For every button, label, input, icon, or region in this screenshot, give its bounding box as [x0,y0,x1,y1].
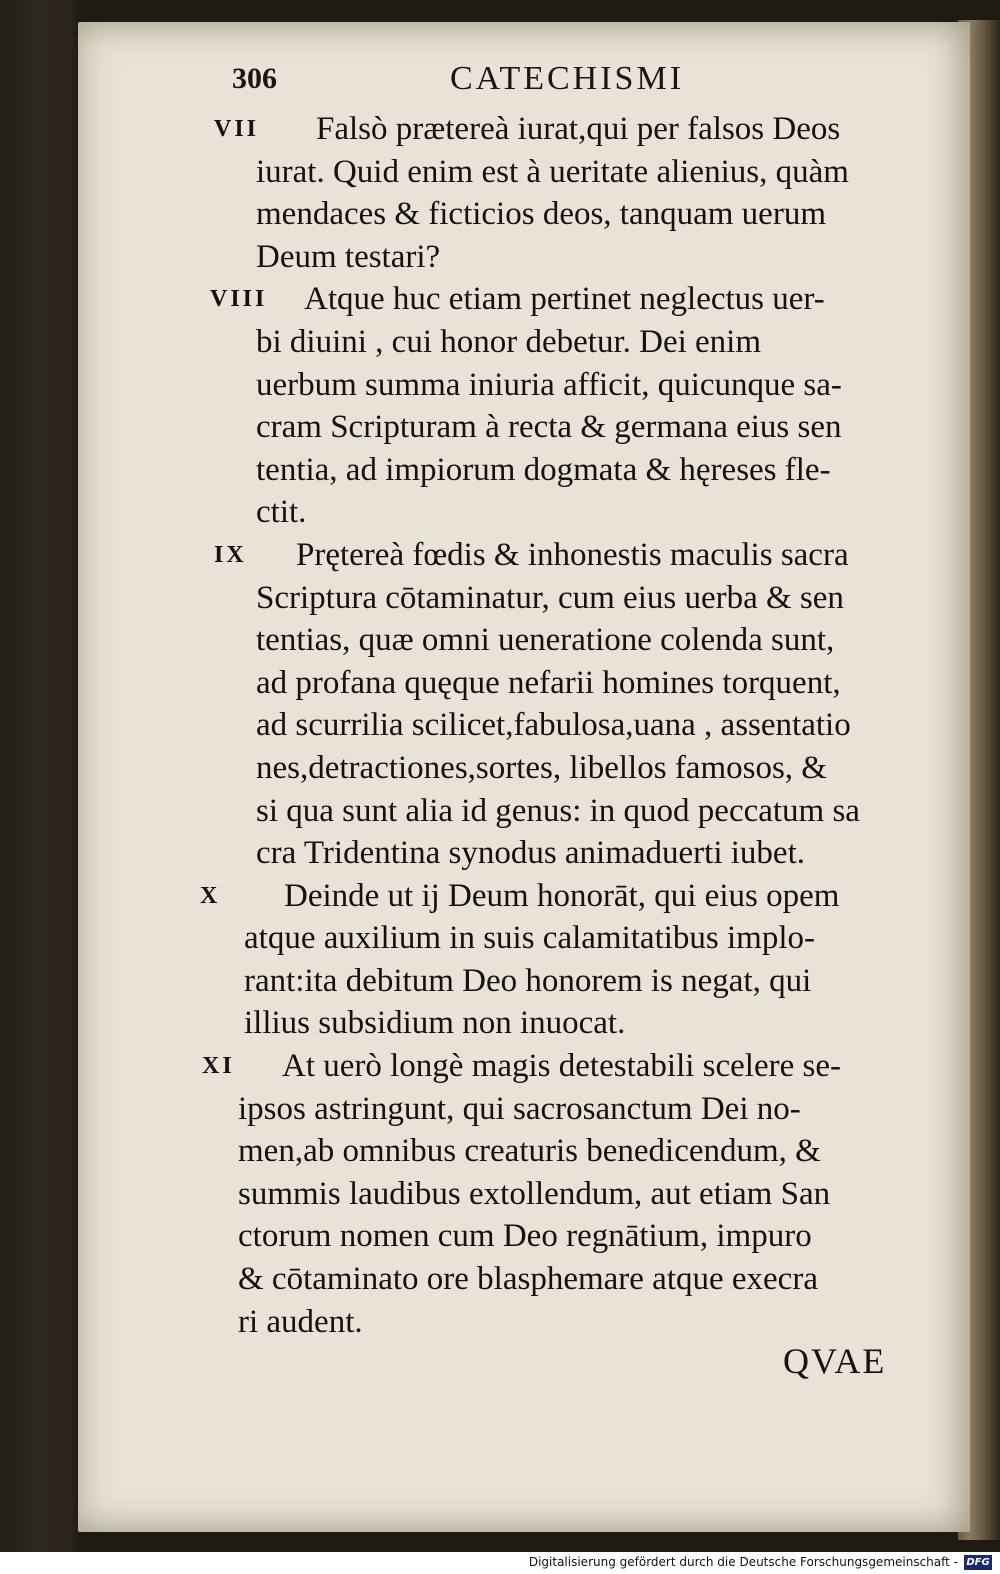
text-line: summis laudibus extollendum, aut etiam San [238,1175,831,1212]
text-line: si qua sunt alia id genus: in quod peccatum sa [256,792,860,829]
text-line: cram Scripturam à recta & germana eius sen [256,409,842,446]
paragraph-number: IX [214,541,247,568]
text-line: ad scurrilia scilicet,fabulosa,uana , assentatio [256,707,851,744]
text-line: tentia, ad impiorum dogmata & hęreses fle- [256,451,831,488]
text-line: mendaces & ficticios deos, tanquam uerum [256,196,826,233]
page-header [232,62,792,106]
text-line: Deum testari? [256,238,441,275]
paragraph-vii [200,108,942,278]
text-line: & cōtaminato ore blasphemare atque execra [238,1261,818,1298]
text-line: bi diuini , cui honor debetur. Dei enim [256,323,761,360]
page-number: 306 [232,62,277,95]
text-line: tentias, quæ omni ueneratione colenda sunt, [256,622,835,659]
text-line: men,ab omnibus creaturis benedicendum, & [238,1133,821,1170]
paragraph-viii [200,278,942,534]
paragraph-number: X [200,882,221,909]
text-line: Prętereà fœdis & inhonestis maculis sacra [296,536,849,573]
text-line: uerbum summa iniuria afficit, quicunque sa- [256,366,842,403]
text-line: iurat. Quid enim est à ueritate alienius, quàm [256,153,849,190]
text-line: Falsò prætereà iurat,qui per falsos Deos [316,111,841,147]
text-line: At uerò longè magis detestabili scelere se- [282,1048,841,1085]
funding-credit: Digitalisierung gefördert durch die Deutsche Forschungsgemeinschaft - [528,1555,958,1569]
text-line: rant:ita debitum Deo honorem is negat, qui [244,962,812,999]
text-line: ctit. [256,494,307,531]
text-line: nes,detractiones,sortes, libellos famosos, & [256,749,827,786]
paragraph-xi [200,1045,942,1343]
text-line: cra Tridentina synodus animaduerti iubet. [256,835,805,872]
text-line: ad profana quęque nefarii homines torquent, [256,664,841,701]
running-title: CATECHISMI [450,60,685,97]
text-line: ri audent. [238,1303,363,1340]
text-line: illius subsidium non inuocat. [244,1005,626,1042]
catchword: QVAE [783,1341,887,1381]
paragraph-number: XI [202,1053,235,1080]
text-line: atque auxilium in suis calamitatibus implo- [244,920,815,957]
dfg-logo-icon: DFG [964,1555,992,1570]
text-line: Deinde ut ij Deum honorāt, qui eius opem [284,877,840,914]
main-text [200,108,942,1343]
paragraph-number: VII [214,116,260,142]
paragraph-number: VIII [210,286,268,313]
paragraph-ix [200,534,942,875]
text-line: Atque huc etiam pertinet neglectus uer- [304,281,825,318]
digitization-footer [0,1552,1000,1574]
text-line: ctorum nomen cum Deo regnātium, impuro [238,1218,812,1255]
paragraph-x [200,875,942,1045]
text-line: Scriptura cōtaminatur, cum eius uerba & sen [256,579,844,616]
text-line: ipsos astringunt, qui sacrosanctum Dei no- [238,1090,801,1127]
